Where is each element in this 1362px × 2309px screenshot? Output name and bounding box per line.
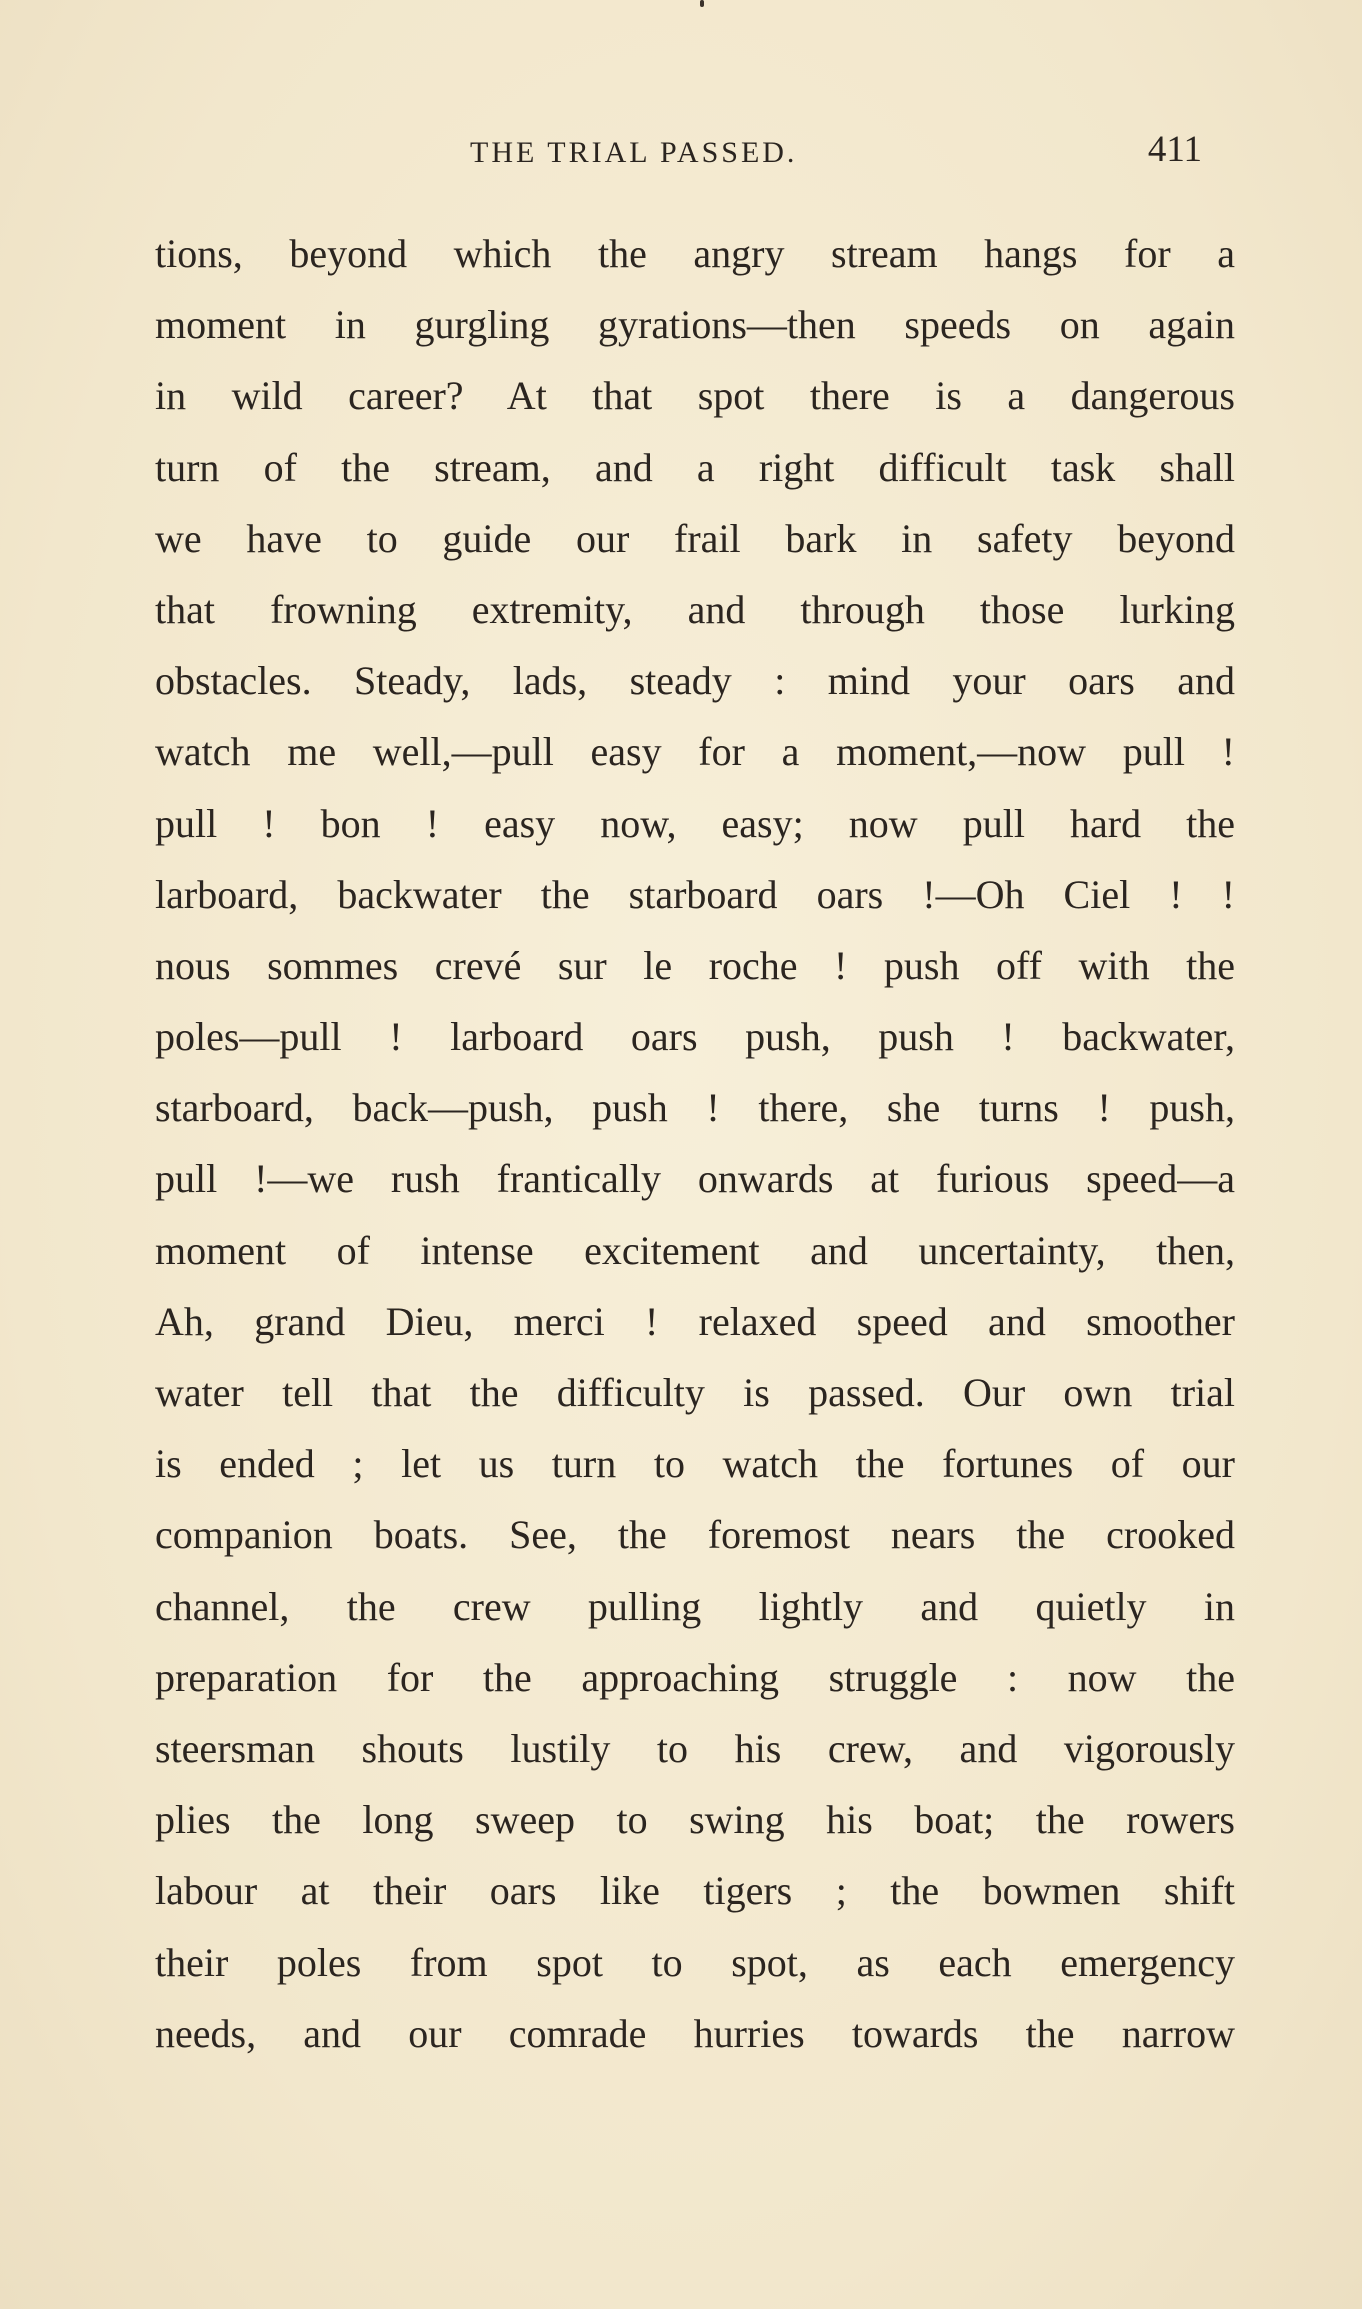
text-line: pull ! bon ! easy now, easy; now pull hard the (155, 800, 1235, 846)
text-line: pull !—we rush frantically onwards at furious speed—a (155, 1156, 1235, 1202)
text-line: starboard, back—push, push ! there, she turns ! push, (155, 1085, 1235, 1131)
text-line: tions, beyond which the angry stream hangs for a (155, 231, 1235, 276)
running-title: THE TRIAL PASSED. (470, 136, 798, 169)
text-line: poles—pull ! larboard oars push, push ! backwater, (155, 1014, 1235, 1060)
text-line: nous sommes crevé sur le roche ! push off with the (155, 942, 1235, 988)
body-text (155, 218, 1235, 2069)
text-line: steersman shouts lustily to his crew, and vigorously (155, 1725, 1235, 1771)
text-line: companion boats. See, the foremost nears the crooked (155, 1512, 1235, 1558)
text-line: turn of the stream, and a right difficult task shall (155, 444, 1235, 490)
page-header (150, 128, 1212, 178)
text-line: Ah, grand Dieu, merci ! relaxed speed and smoother (155, 1298, 1235, 1344)
text-line: water tell that the difficulty is passed. Our own trial (155, 1370, 1235, 1415)
text-line: channel, the crew pulling lightly and quietly in (155, 1583, 1235, 1629)
text-line: preparation for the approaching struggle : now the (155, 1654, 1235, 1700)
page-number: 411 (1147, 129, 1202, 170)
text-line: that frowning extremity, and through those lurking (155, 586, 1235, 632)
text-line: labour at their oars like tigers ; the bowmen shift (155, 1868, 1235, 1914)
text-line: their poles from spot to spot, as each emergency (155, 1939, 1235, 1985)
text-line: larboard, backwater the starboard oars !—Oh Ciel ! ! (155, 871, 1235, 917)
text-line: plies the long sweep to swing his boat; the rowers (155, 1797, 1235, 1843)
text-line: moment in gurgling gyrations—then speeds on again (155, 302, 1235, 348)
text-line: moment of intense excitement and uncertainty, then, (155, 1227, 1235, 1273)
text-line: watch me well,—pull easy for a moment,—now pull ! (155, 729, 1235, 775)
text-line: obstacles. Steady, lads, steady : mind your oars and (155, 658, 1235, 704)
text-line: in wild career? At that spot there is a dangerous (155, 373, 1235, 419)
text-line: is ended ; let us turn to watch the fortunes of our (155, 1441, 1235, 1487)
text-line: needs, and our comrade hurries towards the narrow (155, 2010, 1235, 2056)
ink-speck (700, 0, 704, 7)
text-line: we have to guide our frail bark in safety beyond (155, 515, 1235, 561)
